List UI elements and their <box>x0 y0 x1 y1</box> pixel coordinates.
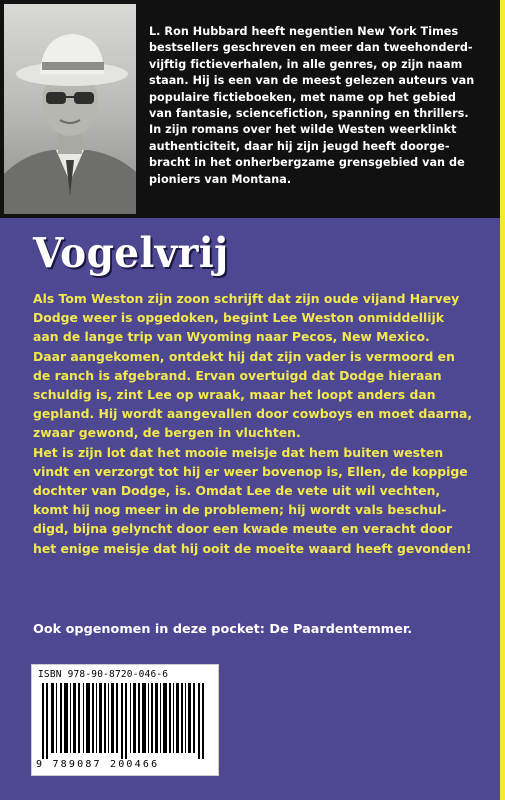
author-portrait-graphic <box>4 4 136 214</box>
spine-edge-strip <box>500 0 505 800</box>
book-blurb: Als Tom Weston zijn zoon schrijft dat zijn oude vijand Harvey Dodge weer is opgedoken, begint Lee Weston onmiddellijk aan de lange trip van Wyoming naar Pecos, New Mexico. Daar aangekomen, ontdekt hij dat zijn vader is vermoord en de ranch is afgebrand. Ervan overtuigd dat Dodge hieraan schuldig is, zint Lee op wraak, maar het loopt anders dan gepland. Hij wordt aangevallen door cowboys en moet daarna, zwaar gewond, de bergen in vluchten. Het is zijn lot dat het mooie meisje dat hem buiten westen vindt en verzorgt tot hij er weer bovenop is, Ellen, de koppige dochter van Dodge, is. Omdat Lee de vete uit wil vechten, komt hij nog meer in de problemen; hij wordt vals beschul- digd, bijna gelyncht door een kwade meute en veracht door het enige meisje dat hij ooit de moeite waard heeft gevonden! <box>33 291 473 556</box>
also-included-note: Ook opgenomen in deze pocket: De Paardentemmer. <box>33 622 413 637</box>
book-title: Vogelvrij <box>33 229 229 277</box>
author-photo <box>4 4 136 214</box>
barcode-graphic <box>42 683 208 759</box>
author-band <box>0 0 500 218</box>
isbn-label: ISBN 978-90-8720-046-6 <box>38 669 169 680</box>
ean-digits: 9 789087 200466 <box>36 759 160 770</box>
author-bio: L. Ron Hubbard heeft negentien New York Times bestsellers geschreven en meer dan tweehonderd- vijftig fictieverhalen, in alle genres, op zijn naam staan. Hij is een van de meest gelezen auteurs van populaire fictieboeken, met name op het gebied van fantasie, sciencefiction, spanning en thrillers. In zijn romans over het wilde Westen weerklinkt authenticiteit, daar hij zijn jeugd heeft doorge- bracht in het onherbergzame grensgebied van de pioniers van Montana. <box>149 25 475 186</box>
barcode-area <box>31 664 219 776</box>
